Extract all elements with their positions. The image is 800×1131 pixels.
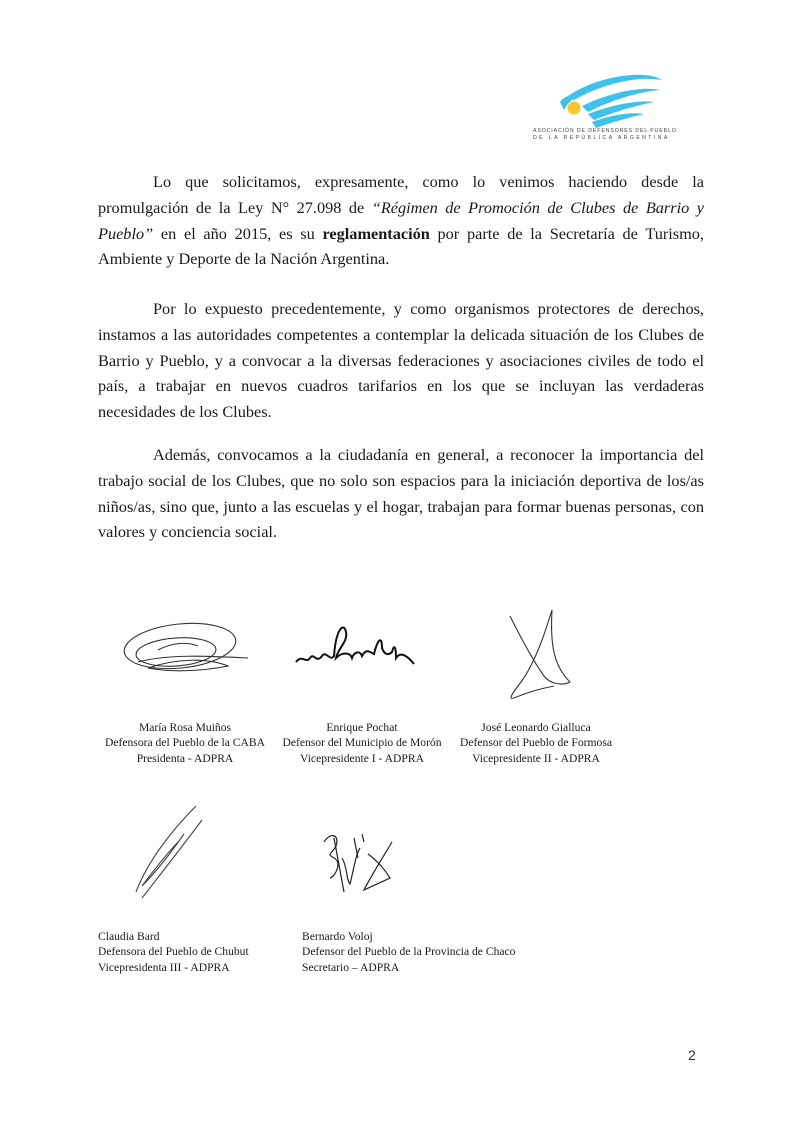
paragraph-urge-authorities: Por lo expuesto precedentemente, y como organismos protectores de derechos, instamos a las autoridades competentes a contemplar la delicada situación de los Clubes de Barrio y Pueblo, y a convocar a la diversas federaciones y asociaciones civiles de todo el país, a trabajar en nuevos cuadros tarifarios en los que se incluyan las verdaderas necesidades de los Clubes.: [98, 299, 704, 422]
logo-caption: [533, 128, 693, 141]
signature-pochat-icon: [292, 618, 432, 680]
signatory-role: Vicepresidenta III - ADPRA: [98, 960, 230, 974]
signatory-name: Bernardo Voloj: [302, 930, 373, 943]
paragraph-text: Lo que solicitamos, expresamente, como lo venimos haciendo desde la promulgación de la Ley N° 27.098 de: [98, 172, 704, 217]
signatory-role: Secretario – ADPRA: [302, 960, 400, 974]
paragraph-text: por parte de la Secretaría de Turismo, Ambiente y Deporte de la Nación Argentina.: [98, 223, 704, 269]
law-title: “Régimen de Promoción de Clubes de Barrio y Pueblo”: [98, 197, 704, 243]
logo-caption-line2: DE LA REPÚBLICA ARGENTINA: [533, 134, 670, 141]
signatory-4: [98, 929, 298, 975]
signatory-name: María Rosa Muiños: [138, 721, 232, 734]
signatory-office: Defensor del Municipio de Morón: [282, 736, 442, 750]
signatory-office: Defensora del Pueblo de Chubut: [98, 945, 249, 959]
paragraph-call-citizens: Además, convocamos a la ciudadanía en general, a reconocer la importancia del trabajo social de los Clubes, que no solo son espacios para la iniciación deportiva de los/as niños/as, sino que, junto a las escuelas y el hogar, trabajan para formar buenas personas, con valores y conciencia social.: [98, 445, 704, 542]
signature-gialluca-icon: [494, 606, 574, 704]
signatory-office: Defensora del Pueblo de la CABA: [104, 736, 266, 750]
signature-voloj-icon: [320, 828, 396, 898]
signatory-role: Vicepresidente II - ADPRA: [472, 751, 600, 765]
signature-munios-icon: [118, 612, 258, 684]
signature-bard-icon: [124, 804, 204, 904]
signatory-office: Defensor del Pueblo de la Provincia de Chaco: [302, 945, 516, 959]
signatory-3: [446, 720, 626, 766]
signatory-role: Vicepresidente I - ADPRA: [300, 751, 424, 765]
signatory-1: [95, 720, 275, 766]
signatory-2: [272, 720, 452, 766]
signatory-office: Defensor del Pueblo de Formosa: [460, 736, 612, 750]
logo-caption-line1: ASOCIACIÓN DE DEFENSORES DEL PUEBLO: [533, 128, 677, 134]
signatory-5: [302, 929, 562, 975]
page-number: 2: [688, 1047, 696, 1063]
paragraph-request: [98, 169, 704, 272]
emphasis-reglamentacion: reglamentación: [322, 223, 430, 243]
signatory-name: Enrique Pochat: [326, 721, 398, 734]
signatory-role: Presidenta - ADPRA: [136, 751, 234, 765]
paragraph-text: en el año 2015, es su: [153, 223, 323, 243]
signatory-name: José Leonardo Gialluca: [481, 721, 591, 734]
signatory-name: Claudia Bard: [98, 930, 160, 943]
